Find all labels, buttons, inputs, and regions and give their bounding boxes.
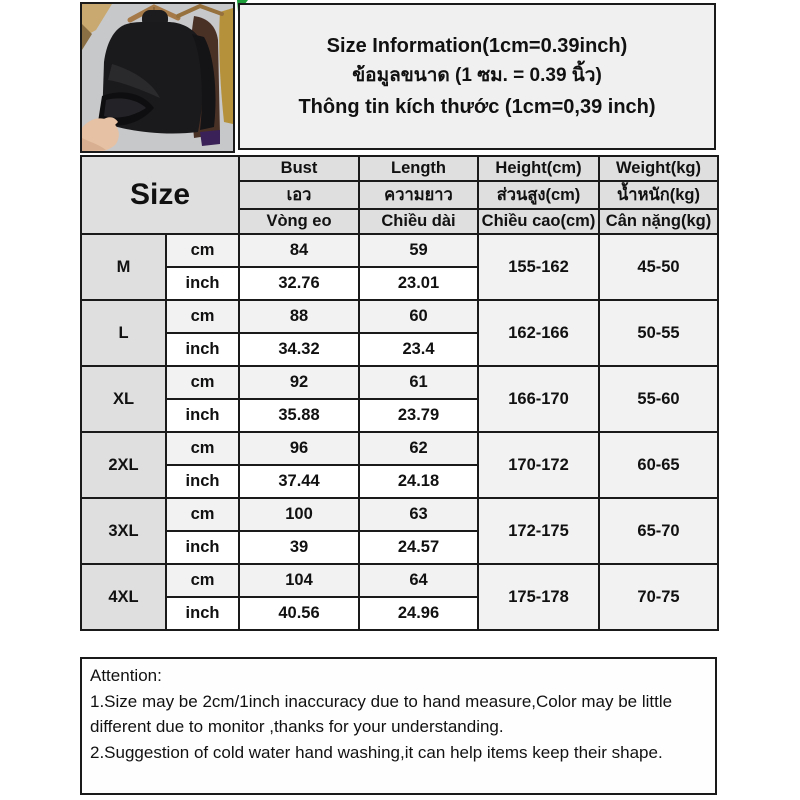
table-row	[81, 564, 718, 597]
title-thai: ข้อมูลขนาด (1 ซม. = 0.39 นิ้ว)	[352, 65, 602, 87]
height-range: 170-172	[478, 432, 599, 498]
weight-range: 65-70	[599, 498, 718, 564]
length-cm: 59	[359, 234, 478, 267]
header-row-english	[81, 156, 718, 181]
length-cm: 61	[359, 366, 478, 399]
header-height-en: Height(cm)	[478, 156, 599, 181]
table-row	[81, 234, 718, 267]
header-bust-en: Bust	[239, 156, 359, 181]
table-row	[81, 366, 718, 399]
length-inch: 23.01	[359, 267, 478, 300]
attention-note-1: 1.Size may be 2cm/1inch inaccuracy due to hand measure,Color may be little different due to monitor ,thanks for your understanding.	[90, 691, 673, 736]
header-weight-th: น้ำหนัก(kg)	[599, 181, 718, 209]
attention-title: Attention:	[90, 666, 162, 685]
unit-inch: inch	[166, 267, 239, 300]
length-cm: 64	[359, 564, 478, 597]
length-cm: 63	[359, 498, 478, 531]
bust-inch: 34.32	[239, 333, 359, 366]
weight-range: 60-65	[599, 432, 718, 498]
bust-inch: 40.56	[239, 597, 359, 630]
size-label-2xl: 2XL	[81, 432, 166, 498]
length-inch: 24.96	[359, 597, 478, 630]
bust-inch: 37.44	[239, 465, 359, 498]
bust-cm: 84	[239, 234, 359, 267]
size-label-m: M	[81, 234, 166, 300]
weight-range: 45-50	[599, 234, 718, 300]
attention-notes	[80, 657, 717, 795]
unit-cm: cm	[166, 234, 239, 267]
height-range: 162-166	[478, 300, 599, 366]
weight-range: 55-60	[599, 366, 718, 432]
unit-cm: cm	[166, 432, 239, 465]
header-bust-vi: Vòng eo	[239, 209, 359, 234]
bust-cm: 96	[239, 432, 359, 465]
bust-cm: 92	[239, 366, 359, 399]
table-row	[81, 498, 718, 531]
size-label-xl: XL	[81, 366, 166, 432]
length-inch: 23.79	[359, 399, 478, 432]
size-corner-label: Size	[81, 156, 239, 234]
table-row	[81, 300, 718, 333]
unit-cm: cm	[166, 564, 239, 597]
header-height-th: ส่วนสูง(cm)	[478, 181, 599, 209]
size-label-l: L	[81, 300, 166, 366]
title-vietnamese: Thông tin kích thước (1cm=0,39 inch)	[298, 95, 656, 118]
size-label-4xl: 4XL	[81, 564, 166, 630]
title-english: Size Information(1cm=0.39inch)	[326, 35, 628, 58]
weight-range: 50-55	[599, 300, 718, 366]
length-cm: 62	[359, 432, 478, 465]
unit-inch: inch	[166, 597, 239, 630]
header-weight-en: Weight(kg)	[599, 156, 718, 181]
bust-cm: 100	[239, 498, 359, 531]
size-information-header	[238, 3, 716, 150]
header-length-vi: Chiều dài	[359, 209, 478, 234]
weight-range: 70-75	[599, 564, 718, 630]
bust-inch: 32.76	[239, 267, 359, 300]
length-inch: 24.18	[359, 465, 478, 498]
unit-cm: cm	[166, 498, 239, 531]
height-range: 172-175	[478, 498, 599, 564]
bust-cm: 88	[239, 300, 359, 333]
header-weight-vi: Cân nặng(kg)	[599, 209, 718, 234]
length-inch: 24.57	[359, 531, 478, 564]
unit-cm: cm	[166, 300, 239, 333]
length-cm: 60	[359, 300, 478, 333]
unit-inch: inch	[166, 531, 239, 564]
product-photo	[80, 2, 235, 153]
bust-inch: 39	[239, 531, 359, 564]
unit-cm: cm	[166, 366, 239, 399]
length-inch: 23.4	[359, 333, 478, 366]
header-length-th: ความยาว	[359, 181, 478, 209]
height-range: 155-162	[478, 234, 599, 300]
size-table	[80, 155, 719, 631]
attention-note-2: 2.Suggestion of cold water hand washing,it can help items keep their shape.	[90, 742, 663, 762]
header-bust-th: เอว	[239, 181, 359, 209]
height-range: 175-178	[478, 564, 599, 630]
header-length-en: Length	[359, 156, 478, 181]
bust-inch: 35.88	[239, 399, 359, 432]
height-range: 166-170	[478, 366, 599, 432]
unit-inch: inch	[166, 333, 239, 366]
table-row	[81, 432, 718, 465]
product-photo-illustration	[82, 4, 233, 151]
unit-inch: inch	[166, 465, 239, 498]
unit-inch: inch	[166, 399, 239, 432]
header-height-vi: Chiều cao(cm)	[478, 209, 599, 234]
bust-cm: 104	[239, 564, 359, 597]
size-label-3xl: 3XL	[81, 498, 166, 564]
